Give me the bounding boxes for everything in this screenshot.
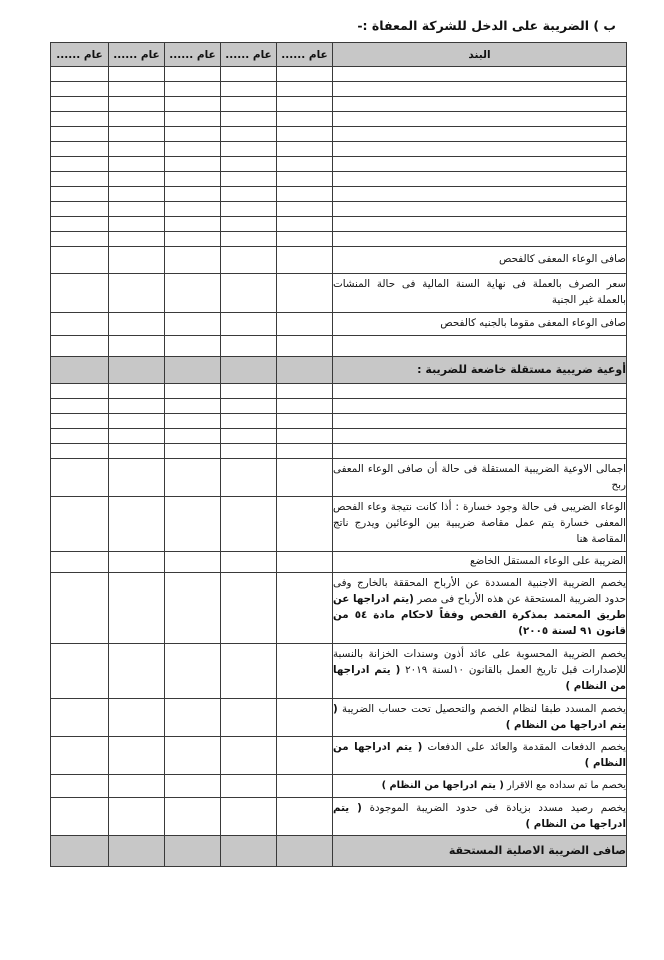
table-row xyxy=(51,127,627,142)
overpaid-text: يخصم رصيد مسدد بزيادة فى حدود الضريبة الموجودة xyxy=(369,801,627,814)
table-row xyxy=(51,112,627,127)
row-label-total-independent: اجمالى الاوعية الضريبية المستقلة فى حالة أن صافى الوعاء المعفى ربح xyxy=(333,459,627,497)
withholding-note: ( يتم ادراجها من النظام ) xyxy=(333,702,626,731)
table-row xyxy=(51,157,627,172)
row-label-withholding xyxy=(333,699,627,737)
row-label-net-exempt-egp: صافى الوعاء المعفى مقوما بالجنيه كالفحص xyxy=(333,313,627,336)
paid-return-note: ( يتم ادراجها من النظام ) xyxy=(381,780,504,792)
section-label-independent: أوعية ضريبية مستقلة خاضعة للضريبة : xyxy=(333,357,627,384)
table-row xyxy=(51,459,627,497)
row-label-foreign-tax xyxy=(333,573,627,644)
row-label-net-original-tax: صافى الضريبة الاصلية المستحقة xyxy=(333,836,627,867)
foreign-tax-text: يخصم الضريبة الاجنبية المسددة عن الأرباح المحققة بالخارج وفى حدود الضريبة المستحقة عن هذه الأرباح فى مصر xyxy=(333,577,626,606)
table-row xyxy=(51,699,627,737)
treasury-text: يخصم الضريبة المحسوبة على عائد أذون وسندات الخزانة بالنسبة للإصدارات قبل تاريخ العمل بالقانون ١٠لسنة ٢٠١٩ xyxy=(333,648,626,677)
table-row xyxy=(51,67,627,82)
table-row xyxy=(51,336,627,357)
table-row xyxy=(51,247,627,274)
table-row xyxy=(51,172,627,187)
table-row xyxy=(51,202,627,217)
row-label-net-exempt: صافى الوعاء المعفى كالفحص xyxy=(333,247,627,274)
row-label-overpaid xyxy=(333,798,627,836)
table-row xyxy=(51,775,627,798)
table-row xyxy=(51,497,627,552)
overpaid-note: ( يتم ادراجها من النظام ) xyxy=(333,801,626,830)
table-row xyxy=(51,552,627,573)
withholding-text: يخصم المسدد طبقا لنظام الخصم والتحصيل تحت حساب الضريبة xyxy=(342,702,626,715)
table-row xyxy=(51,274,627,313)
table-row xyxy=(51,414,627,429)
year-column-header: عام ...... xyxy=(277,43,333,67)
table-row xyxy=(51,798,627,836)
table-row xyxy=(51,399,627,414)
paid-return-text: يخصم ما تم سداده مع الاقرار xyxy=(507,780,626,792)
page-title: ب ) الضريبة على الدخل للشركة المعفاة :- xyxy=(357,18,616,33)
row-label-loss-offset: الوعاء الضريبى فى حالة وجود خسارة : أذا كانت نتيجة وعاء الفحص المعفى خسارة يتم عمل مقاصة ضريبية بين الوعائين ويدرج ناتج المقاصة هنا xyxy=(333,497,627,552)
table-row xyxy=(51,97,627,112)
tax-table xyxy=(50,42,627,867)
year-column-header: عام ...... xyxy=(109,43,165,67)
table-row xyxy=(51,644,627,699)
foreign-tax-note: (يتم ادراجها عن طريق المعتمد بمذكرة الفحص وفقاً لاحكام مادة ٥٤ من قانون ٩١ لسنة ٢٠٠٥) xyxy=(333,593,626,637)
table-row xyxy=(51,444,627,459)
row-label-tax-on-independent: الضريبة على الوعاء المستقل الخاضع xyxy=(333,552,627,573)
year-column-header: عام ...... xyxy=(221,43,277,67)
total-row xyxy=(51,836,627,867)
year-column-header: عام ...... xyxy=(165,43,221,67)
table-row xyxy=(51,217,627,232)
table-row xyxy=(51,384,627,399)
table-row xyxy=(51,313,627,336)
table-row xyxy=(51,82,627,97)
table-row xyxy=(51,573,627,644)
row-label-advance xyxy=(333,737,627,775)
row-label-treasury xyxy=(333,644,627,699)
row-label-paid-return xyxy=(333,775,627,798)
section-header-row xyxy=(51,357,627,384)
table-row xyxy=(51,737,627,775)
advance-text: يخصم الدفعات المقدمة والعائد على الدفعات xyxy=(427,740,626,753)
advance-note: ( يتم ادراجها من النظام ) xyxy=(333,740,626,769)
table-header-row xyxy=(51,43,627,67)
table-row xyxy=(51,429,627,444)
table-row xyxy=(51,142,627,157)
treasury-note: ( يتم ادراجها من النظام ) xyxy=(333,664,626,692)
table-row xyxy=(51,187,627,202)
table-row xyxy=(51,232,627,247)
year-column-header: عام ...... xyxy=(51,43,109,67)
row-label-fx-rate: سعر الصرف بالعملة فى نهاية السنة المالية فى حالة المنشات بالعملة غير الجنية xyxy=(333,274,627,313)
item-column-header: البند xyxy=(333,43,627,67)
